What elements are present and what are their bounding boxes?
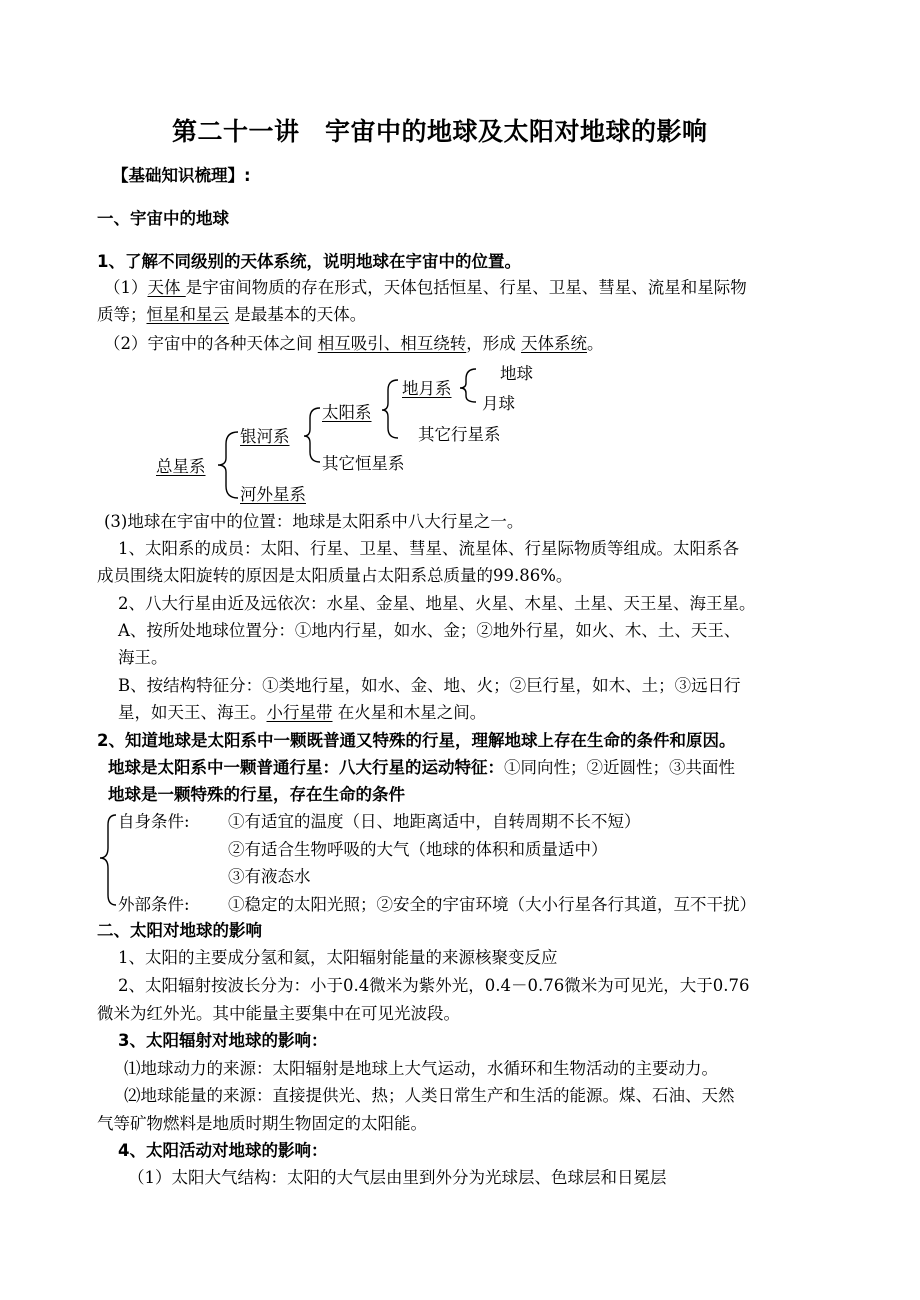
q1-paragraph-1-cont: 质等；恒星和星云 是最基本的天体。 (97, 305, 367, 324)
tree-node-other-stars: 其它恒星系 (322, 454, 405, 473)
class-a-line1: A、按所处地球位置分：①地内行星，如水、金；②地外行星，如火、木、土、天王、 (118, 621, 741, 640)
section-header: 【基础知识梳理】: (112, 166, 251, 185)
q4-item-1: （1）太阳大气结构：太阳的大气层由里到外分为光球层、色球层和日冕层 (128, 1168, 667, 1187)
solar-members-line2: 成员围绕太阳旋转的原因是太阳质量占太阳系总质量的99.86%。 (97, 566, 573, 585)
page-title: 第二十一讲 宇宙中的地球及太阳对地球的影响 (172, 117, 708, 146)
q3-item-2-line2: 气等矿物燃料是地质时期生物固定的太阳能。 (97, 1114, 427, 1133)
tree-node-earth: 地球 (500, 364, 533, 383)
tree-node-other-planets: 其它行星系 (418, 425, 501, 444)
q3-item-1: ⑴地球动力的来源：太阳辐射是地球上大气运动，水循环和生物活动的主要动力。 (124, 1059, 718, 1078)
class-a-line2: 海王。 (118, 648, 168, 667)
self-condition-3: ③有液态水 (228, 867, 311, 886)
planets-order: 2、八大行星由近及远依次：水星、金星、地星、火星、木星、土星、天王星、海王星。 (118, 594, 756, 613)
q3-item-2-line1: ⑵地球能量的来源：直接提供光、热；人类日常生产和生活的能源。煤、石油、天然 (124, 1086, 735, 1105)
radiation-wavelength-line2: 微米为红外光。其中能量主要集中在可见光波段。 (97, 1004, 460, 1023)
tree-node-total: 总星系 (156, 457, 206, 476)
q2-heading: 2、知道地球是太阳系中一颗既普通又特殊的行星，理解地球上存在生命的条件和原因。 (97, 731, 736, 750)
tree-node-extragalactic: 河外星系 (240, 485, 306, 504)
external-condition-1: ①稳定的太阳光照；②安全的宇宙环境（大小行星各行其道，互不干扰） (228, 895, 756, 914)
q1-paragraph-2: （2）宇宙中的各种天体之间 相互吸引、相互绕转，形成 天体系统。 (104, 334, 604, 353)
sun-composition: 1、太阳的主要成分氢和氦，太阳辐射能量的来源核聚变反应 (118, 948, 558, 967)
q1-paragraph-1: （1）天体 是宇宙间物质的存在形式，天体包括恒星、行星、卫星、彗星、流星和星际物 (104, 278, 747, 297)
class-b-line2: 星，如天王、海王。小行星带 在火星和木星之间。 (118, 703, 487, 722)
class-b-line1: B、按结构特征分：①类地行星，如水、金、地、火；②巨行星，如木、土；③远日行 (118, 676, 741, 695)
part1-heading: 一、宇宙中的地球 (97, 209, 229, 228)
tree-node-earth-moon: 地月系 (402, 379, 452, 398)
special-planet-line: 地球是一颗特殊的行星，存在生命的条件 (108, 785, 405, 804)
ordinary-planet-line: 地球是太阳系中一颗普通行星：八大行星的运动特征：①同向性；②近圆性；③共面性 (108, 758, 735, 777)
q3-heading: 3、太阳辐射对地球的影响： (118, 1031, 328, 1050)
radiation-wavelength-line1: 2、太阳辐射按波长分为：小于0.4微米为紫外光，0.4－0.76微米为可见光，大于0.76 (118, 976, 750, 995)
tree-node-milky-way: 银河系 (240, 427, 290, 446)
part2-heading: 二、太阳对地球的影响 (97, 921, 262, 940)
q4-heading: 4、太阳活动对地球的影响： (118, 1141, 328, 1160)
self-condition-2: ②有适合生物呼吸的大气（地球的体积和质量适中） (228, 840, 608, 859)
q1-heading: 1、了解不同级别的天体系统，说明地球在宇宙中的位置。 (97, 252, 521, 271)
self-condition-1: ①有适宜的温度（日、地距离适中，自转周期不长不短） (228, 812, 641, 831)
tree-node-solar-system: 太阳系 (322, 403, 372, 422)
tree-node-moon: 月球 (482, 394, 515, 413)
self-conditions-label: 自身条件: (118, 812, 190, 831)
solar-members-line1: 1、太阳系的成员：太阳、行星、卫星、彗星、流星体、行星际物质等组成。太阳系各 (118, 539, 739, 558)
external-conditions-label: 外部条件: (118, 895, 190, 914)
q1-paragraph-3: (3)地球在宇宙中的位置：地球是太阳系中八大行星之一。 (104, 512, 524, 531)
